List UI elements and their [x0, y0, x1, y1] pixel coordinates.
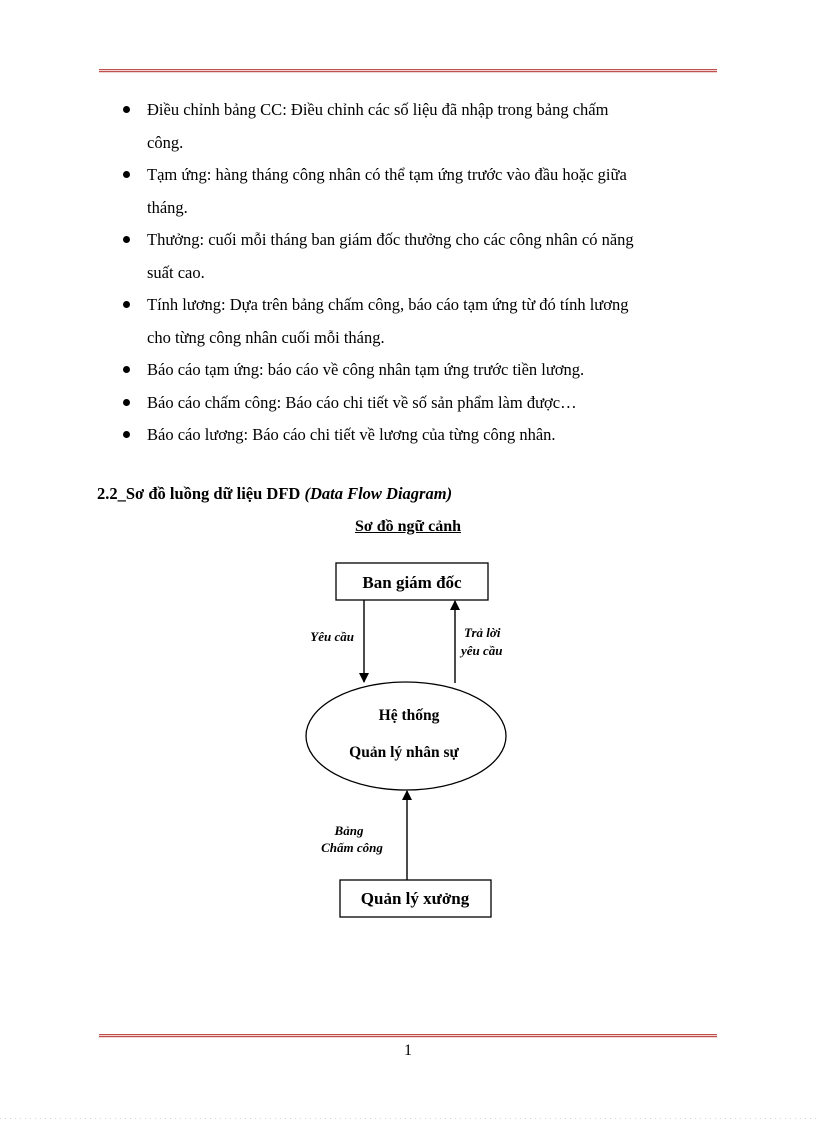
process-label-line1: Hệ thống [378, 707, 440, 724]
list-item-line: Tính lương: Dựa trên bảng chấm công, báo cáo tạm ứng từ đó tính lương [147, 295, 629, 314]
list-item-line: Báo cáo tạm ứng: báo cáo về công nhân tạm ứng trước tiền lương. [147, 360, 585, 379]
flow-label-timesheet-line1: Bảng [334, 823, 364, 838]
page-edge-dots [0, 1118, 816, 1119]
list-item-line: Báo cáo lương: Báo cáo chi tiết về lương của từng công nhân. [147, 425, 556, 444]
list-item-line: công. [147, 132, 184, 152]
page-number: 1 [404, 1042, 412, 1059]
list-item-line: tháng. [147, 197, 188, 217]
process-ellipse [306, 682, 506, 790]
section-title: Sơ đồ luồng dữ liệu DFD [125, 484, 305, 503]
footer-rule [99, 1034, 717, 1038]
list-item-line: Điều chỉnh bảng CC: Điều chỉnh các số liệu đã nhập trong bảng chấm [147, 100, 609, 119]
section-number: 2.2_ [97, 484, 126, 503]
list-item-line: cho từng công nhân cuối mỗi tháng. [147, 327, 385, 347]
process-label-line2: Quản lý nhân sự [349, 744, 459, 761]
flow-label-reply-line1: Trả lời [464, 625, 501, 640]
list-item-line: Báo cáo chấm công: Báo cáo chi tiết về số sản phẩm làm được… [147, 392, 577, 412]
list-item-line: suất cao. [147, 262, 205, 282]
top-entity-label: Ban giám đốc [362, 573, 462, 592]
list-item-line: Tạm ứng: hàng tháng công nhân có thể tạm ứng trước vào đầu hoặc giữa [147, 165, 627, 184]
diagram-title: Sơ đồ ngữ cảnh [354, 518, 462, 535]
flow-label-timesheet-line2: Chấm công [321, 840, 383, 855]
flow-label-request: Yêu cầu [310, 629, 354, 644]
bottom-entity-label: Quản lý xưởng [360, 889, 470, 908]
list-item-line: Thưởng: cuối mỗi tháng ban giám đốc thưởng cho các công nhân có năng [147, 230, 634, 249]
flow-label-reply-line2: yêu cầu [461, 643, 503, 658]
section-title-italic: (Data Flow Diagram) [304, 484, 453, 503]
